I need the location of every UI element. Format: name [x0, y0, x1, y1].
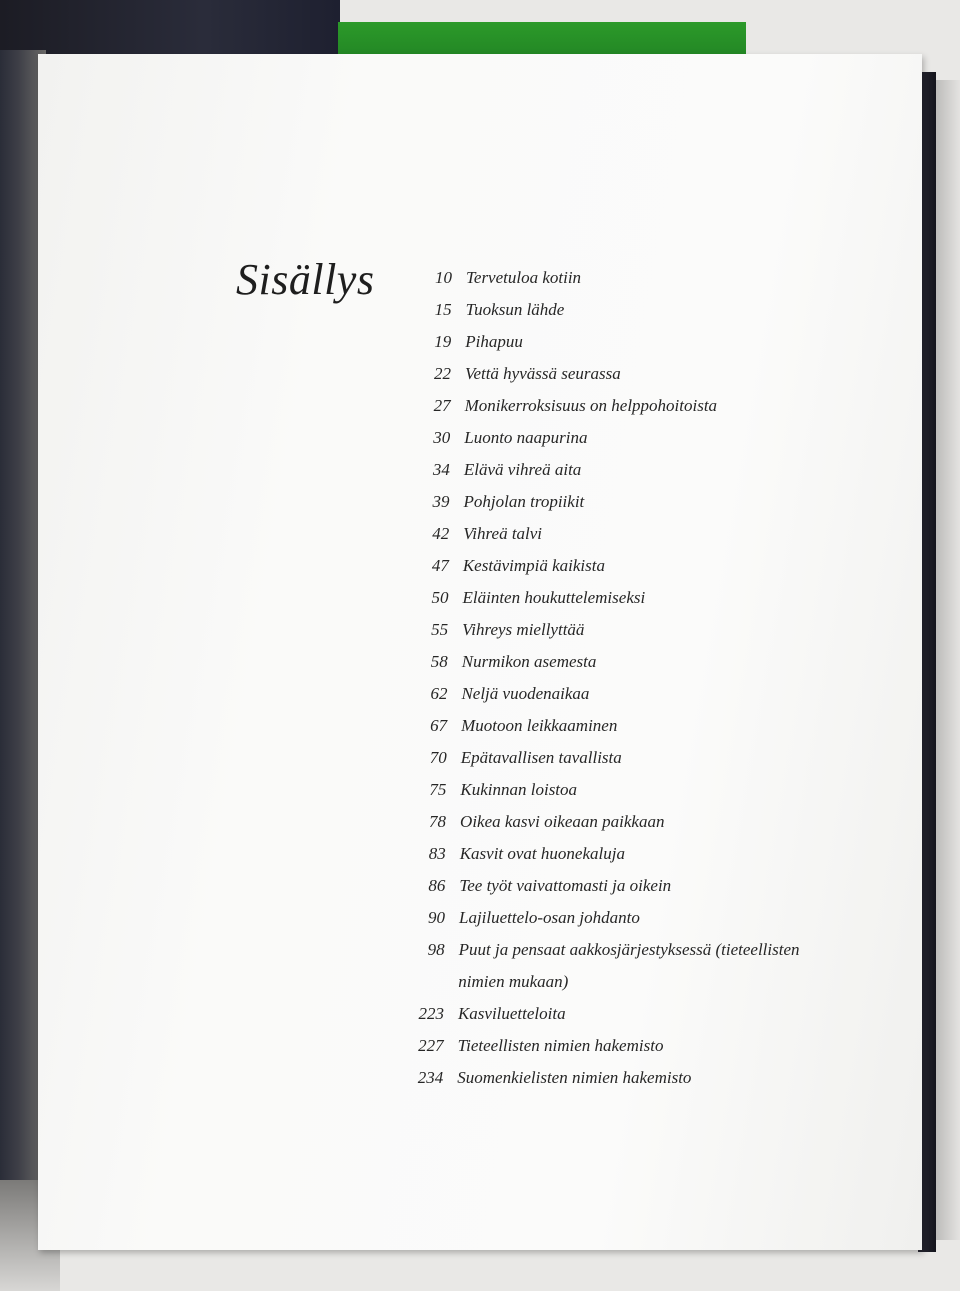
toc-page-number: 27 — [433, 396, 451, 415]
toc-entry — [409, 934, 800, 966]
toc-entry — [414, 422, 587, 454]
toc-entry-title: Puut ja pensaat aakkosjärjestyksessä (tieteellisten — [458, 940, 800, 959]
toc-entry — [414, 486, 585, 518]
toc-page-number: 55 — [431, 620, 449, 639]
toc-entry — [407, 1062, 691, 1094]
toc-entry — [416, 294, 565, 326]
toc-entry-title: Elävä vihreä aita — [463, 460, 582, 479]
toc-entry — [408, 1030, 664, 1062]
toc-entry — [410, 838, 625, 870]
toc-entry — [412, 646, 597, 678]
toc-entry — [408, 998, 566, 1030]
toc-page-number: 15 — [434, 300, 452, 319]
toc-entry-title-continued: nimien mukaan) — [458, 972, 569, 991]
toc-page-number: 19 — [434, 332, 452, 351]
toc-entry-title: Kukinnan loistoa — [460, 780, 578, 799]
toc-page-number: 83 — [428, 844, 446, 863]
toc-page-number: 75 — [429, 780, 447, 799]
toc-entry-title: Tuoksun lähde — [465, 300, 565, 319]
toc-entry — [410, 806, 664, 838]
toc-page-number: 86 — [428, 876, 446, 895]
toc-entry — [411, 710, 617, 742]
toc-entry — [409, 902, 640, 934]
toc-entry — [410, 774, 577, 806]
toc-entry — [415, 390, 717, 422]
toc-entry — [414, 454, 581, 486]
toc-page-number: 42 — [432, 524, 450, 543]
toc-entry — [411, 742, 622, 774]
toc-entry — [412, 614, 584, 646]
toc-entry — [413, 518, 542, 550]
toc-entry-title: Nurmikon asemesta — [461, 652, 597, 671]
toc-entry-title: Pohjolan tropiikit — [463, 492, 585, 511]
toc-entry-title: Vettä hyvässä seurassa — [464, 364, 621, 383]
toc-page-number: 62 — [430, 684, 448, 703]
toc-page-number: 78 — [429, 812, 447, 831]
toc-entry — [415, 326, 523, 358]
toc-page-number: 90 — [428, 908, 445, 927]
toc-page-number: 98 — [427, 940, 445, 959]
toc-page-number: 34 — [432, 460, 450, 479]
toc-entry-title: Kasviluetteloita — [457, 1004, 566, 1023]
toc-entry-title: Monikerroksisuus on helppohoitoista — [464, 396, 718, 415]
toc-page-number: 70 — [429, 748, 447, 767]
toc-entry-title: Muotoon leikkaaminen — [461, 716, 618, 735]
toc-entry-title: Luonto naapurina — [464, 428, 588, 447]
toc-entry-title: Vihreä talvi — [463, 524, 543, 543]
toc-entry — [411, 678, 589, 710]
toc-page-number: 22 — [433, 364, 451, 383]
toc-page-number: 50 — [431, 588, 449, 607]
toc-entry-title: Eläinten houkuttelemiseksi — [462, 588, 646, 607]
toc-entry — [409, 870, 671, 902]
toc-entry — [415, 358, 621, 390]
background-table-right — [936, 80, 960, 1240]
toc-entry — [413, 550, 605, 582]
toc-page-number: 58 — [430, 652, 448, 671]
toc-page-number: 67 — [430, 716, 448, 735]
page-title: Sisällys — [236, 255, 375, 304]
toc-entry-title: Lajiluettelo-osan johdanto — [459, 908, 640, 927]
toc-entry — [413, 582, 646, 614]
toc-entry-title: Suomenkielisten nimien hakemisto — [457, 1068, 692, 1087]
toc-entry-title: Vihreys miellyttää — [462, 620, 585, 639]
toc-entry — [416, 262, 581, 294]
toc-page-number: 47 — [431, 556, 449, 575]
toc-entry-title: Epätavallisen tavallista — [460, 748, 622, 767]
toc-page-number: 39 — [432, 492, 450, 511]
toc-entry-title: Kestävimpiä kaikista — [462, 556, 605, 575]
toc-entry-title: Pihapuu — [465, 332, 523, 351]
toc-entry-title: Tieteellisten nimien hakemisto — [457, 1036, 664, 1055]
toc-entry-title: Kasvit ovat huonekaluja — [459, 844, 625, 863]
toc-entry-title: Tee työt vaivattomasti ja oikein — [459, 876, 672, 895]
toc-page-number: 10 — [435, 268, 452, 287]
toc-entry-title: Neljä vuodenaikaa — [461, 684, 590, 703]
toc-page-number: 227 — [418, 1036, 444, 1055]
toc-page-number: 30 — [433, 428, 451, 447]
toc-entry-title: Tervetuloa kotiin — [466, 268, 582, 287]
toc-entry-title: Oikea kasvi oikeaan paikkaan — [460, 812, 665, 831]
toc-page-number: 223 — [418, 1004, 444, 1023]
toc-page-number: 234 — [417, 1068, 444, 1087]
